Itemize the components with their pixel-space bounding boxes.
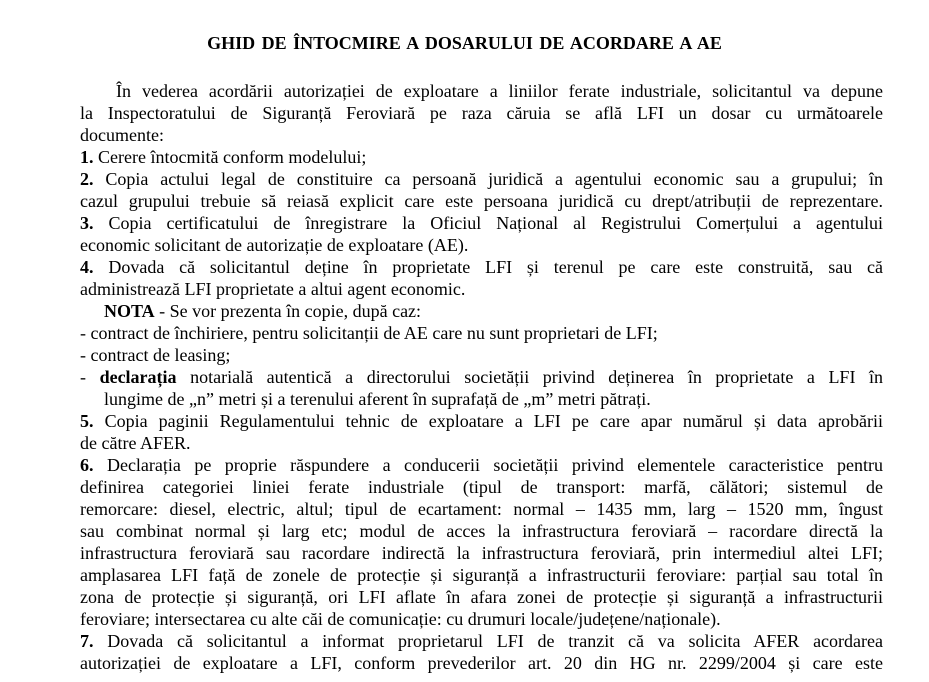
item-text: Dovada că solicitantul a informat proprietarul LFI de tranzit că va solicita AFER acordarea bbox=[107, 631, 883, 651]
item-text: remorcare: diesel, electric, altul; tipul de ecartament: normal – 1435 mm, larg – 1520 mm, îngust bbox=[80, 499, 883, 519]
item-text: zona de protecție și siguranță, ori LFI aflate în afara zonei de protecție și siguranță a infrastructurii bbox=[80, 587, 883, 607]
list-item-1 bbox=[80, 146, 883, 168]
list-item-3 bbox=[80, 212, 883, 234]
nota-bullet bbox=[80, 366, 883, 388]
item-text: amplasarea LFI față de zonele de protecție și siguranță a infrastructurii feroviare: parțial sau total în bbox=[80, 565, 883, 585]
item-text: Copia paginii Regulamentului tehnic de exploatare a LFI pe care apar numărul și data aprobării bbox=[104, 411, 884, 431]
list-item-2 bbox=[80, 168, 883, 190]
item-number: 6. bbox=[80, 455, 94, 475]
nota-bullet-continuation: lungime de „n” metri și a terenului aferent în suprafață de „m” metri pătrați. bbox=[104, 389, 651, 409]
nota-bullet-rest: notarială autentică a directorului societății privind deținerea în proprietate a LFI în bbox=[176, 367, 884, 387]
item-number: 4. bbox=[80, 257, 94, 277]
document-body bbox=[80, 80, 883, 674]
item-text: Declarația pe proprie răspundere a conducerii societății privind elementele caracteristice pentru bbox=[106, 455, 884, 475]
intro-line: În vederea acordării autorizației de exploatare a liniilor ferate industriale, solicitantul va depune bbox=[116, 81, 883, 101]
item-text: Dovada că solicitantul deține în proprietate LFI și terenul pe care este construită, sau că bbox=[108, 257, 884, 277]
item-text: economic solicitant de autorizație de exploatare (AE). bbox=[80, 235, 469, 255]
nota-bullet: - contract de leasing; bbox=[80, 345, 231, 365]
item-number: 1. bbox=[80, 147, 94, 167]
item-text: feroviare; intersectarea cu alte căi de comunicație: cu drumuri locale/județene/naționale). bbox=[80, 609, 721, 629]
item-number: 5. bbox=[80, 411, 94, 431]
item-text: de către AFER. bbox=[80, 433, 191, 453]
nota-heading bbox=[80, 300, 883, 322]
item-text: autorizației de exploatare a LFI, conform prevederilor art. 20 din HG nr. 2299/2004 și care este bbox=[80, 653, 883, 673]
item-text: cazul grupului trebuie să reiasă explicit care este persoana juridică cu drept/atribuții de reprezentare. bbox=[80, 191, 883, 211]
nota-bullet-bold: declarația bbox=[99, 367, 177, 387]
item-text: Copia certificatului de înregistrare la Oficiul Național al Registrului Comerțului a agentului bbox=[108, 213, 884, 233]
item-text: Cerere întocmită conform modelului; bbox=[98, 147, 367, 167]
item-text: definirea categoriei liniei ferate industriale (tipul de transport: marfă, călători; sistemul de bbox=[80, 477, 883, 497]
item-number: 7. bbox=[80, 631, 94, 651]
intro-line: documente: bbox=[80, 125, 164, 145]
list-item-5 bbox=[80, 410, 883, 432]
item-text: administrează LFI proprietate a altui agent economic. bbox=[80, 279, 466, 299]
item-number: 3. bbox=[80, 213, 94, 233]
item-text: Copia actului legal de constituire ca persoană juridică a agentului economic sau a grupului; în bbox=[105, 169, 884, 189]
list-item-7 bbox=[80, 630, 883, 652]
item-text: infrastructura feroviară sau racordare indirectă la infrastructura feroviară, prin intermediul altei LFI; bbox=[80, 543, 883, 563]
item-number: 2. bbox=[80, 169, 94, 189]
intro-line: la Inspectoratului de Siguranță Feroviară pe raza căruia se află LFI un dosar cu următoarele bbox=[80, 103, 883, 123]
nota-label: NOTA bbox=[104, 301, 155, 321]
nota-bullet: - contract de închiriere, pentru solicitanții de AE care nu sunt proprietari de LFI; bbox=[80, 323, 658, 343]
item-text: sau combinat normal și larg etc; modul de acces la infrastructura feroviară – racordare directă la bbox=[80, 521, 883, 541]
nota-bullet-prefix: - bbox=[80, 367, 100, 387]
list-item-6 bbox=[80, 454, 883, 476]
document-title: GHID DE ÎNTOCMIRE A DOSARULUI DE ACORDARE A AE bbox=[207, 33, 722, 53]
list-item-4 bbox=[80, 256, 883, 278]
nota-text: - Se vor prezenta în copie, după caz: bbox=[159, 301, 422, 321]
